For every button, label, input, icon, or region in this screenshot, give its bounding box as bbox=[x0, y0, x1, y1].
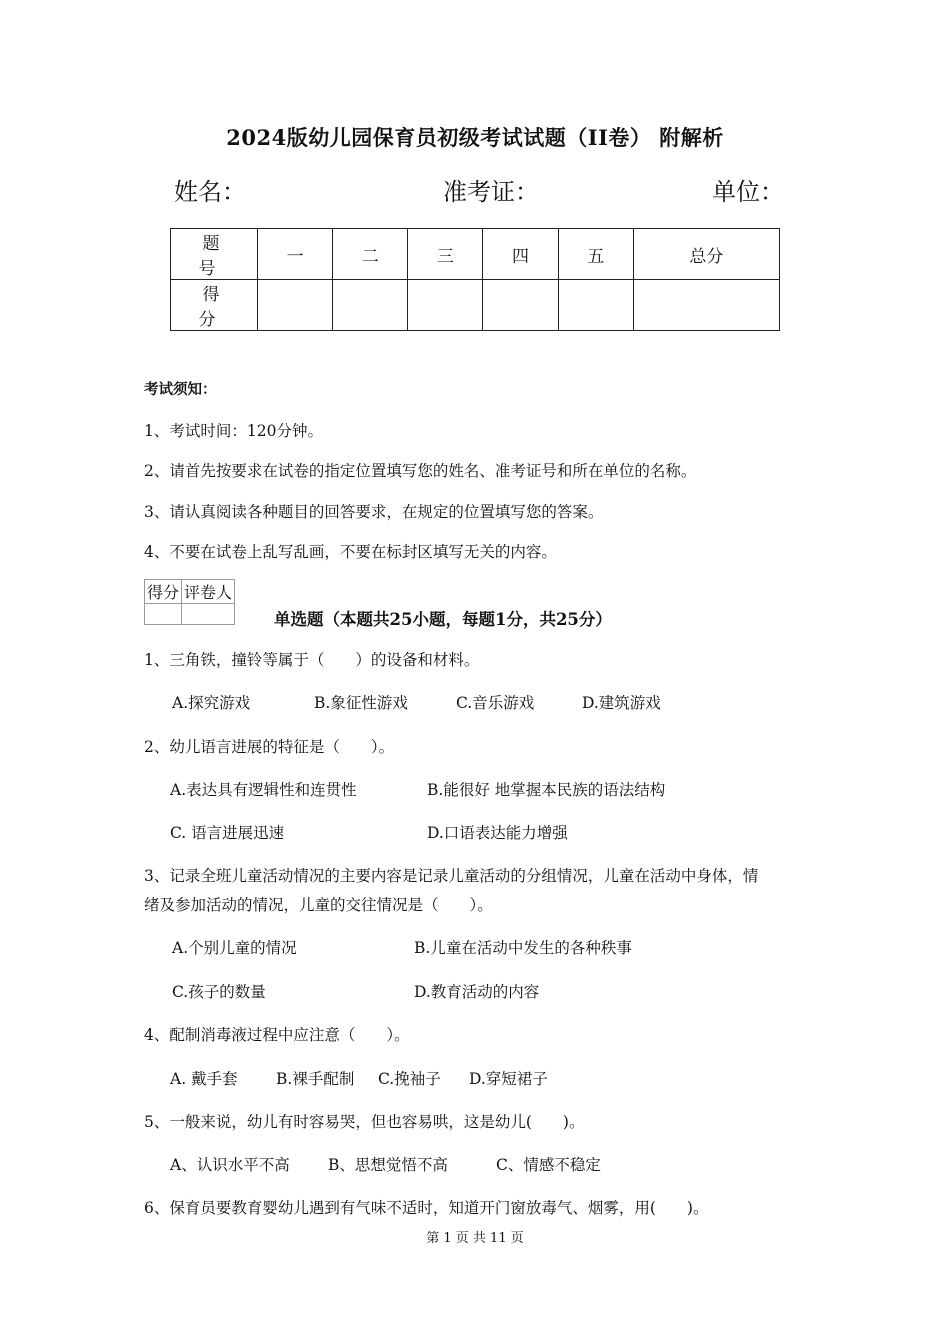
score-cell bbox=[483, 280, 558, 331]
section-heading: 单选题（本题共25小题，每题1分，共25分） bbox=[274, 610, 612, 629]
total-header: 总分 bbox=[633, 229, 779, 280]
question-option: C.挽袖子 bbox=[378, 1070, 441, 1088]
score-table-score-row bbox=[171, 280, 780, 331]
section-2-header: 二 bbox=[333, 229, 408, 280]
exam-id-field-label: 准考证： bbox=[443, 178, 539, 206]
question-stem: 2、幼儿语言进展的特征是（ ）。 bbox=[144, 738, 395, 756]
question-option: C、情感不稳定 bbox=[496, 1156, 601, 1174]
section-4-header: 四 bbox=[483, 229, 558, 280]
notice-item: 2、请首先按要求在试卷的指定位置填写您的姓名、准考证号和所在单位的名称。 bbox=[144, 462, 697, 480]
score-table-header-row bbox=[171, 229, 780, 280]
question-stem: 3、记录全班儿童活动情况的主要内容是记录儿童活动的分组情况，儿童在活动中身体，情 bbox=[144, 867, 759, 885]
page-footer: 第 1 页 共 11 页 bbox=[426, 1231, 524, 1246]
question-option: A. 戴手套 bbox=[170, 1070, 238, 1088]
notice-item: 4、不要在试卷上乱写乱画，不要在标封区填写无关的内容。 bbox=[144, 543, 557, 561]
grader-box bbox=[144, 579, 235, 625]
grader-reviewer-cell bbox=[182, 604, 235, 625]
section-5-header: 五 bbox=[558, 229, 633, 280]
grader-score-cell bbox=[145, 604, 182, 625]
name-field-label: 姓名： bbox=[174, 178, 246, 206]
grader-score-label: 得分 bbox=[145, 580, 182, 604]
score-cell bbox=[558, 280, 633, 331]
question-option: B.象征性游戏 bbox=[314, 694, 408, 712]
question-number-label: 题 号 bbox=[171, 229, 258, 280]
question-option: A.表达具有逻辑性和连贯性 bbox=[170, 781, 357, 799]
question-stem: 1、三角铁，撞铃等属于（ ）的设备和材料。 bbox=[144, 651, 480, 669]
question-option: B、思想觉悟不高 bbox=[328, 1156, 448, 1174]
question-option: B.裸手配制 bbox=[276, 1070, 355, 1088]
question-stem: 4、配制消毒液过程中应注意（ ）。 bbox=[144, 1026, 410, 1044]
question-option: D.穿短裙子 bbox=[469, 1070, 548, 1088]
notice-item: 3、请认真阅读各种题目的回答要求，在规定的位置填写您的答案。 bbox=[144, 503, 604, 521]
question-option: D.建筑游戏 bbox=[582, 694, 661, 712]
section-1-header: 一 bbox=[258, 229, 333, 280]
score-label: 得 分 bbox=[171, 280, 258, 331]
notice-item: 1、考试时间：120分钟。 bbox=[144, 422, 323, 440]
score-cell bbox=[633, 280, 779, 331]
score-cell bbox=[258, 280, 333, 331]
question-option: B.儿童在活动中发生的各种秩事 bbox=[414, 939, 632, 957]
question-option: A、认识水平不高 bbox=[170, 1156, 290, 1174]
question-option: C.孩子的数量 bbox=[172, 983, 266, 1001]
question-stem-continued: 绪及参加活动的情况，儿童的交往情况是（ ）。 bbox=[144, 896, 493, 914]
question-stem: 6、保育员要教育婴幼儿遇到有气味不适时，知道开门窗放毒气、烟雾，用( )。 bbox=[144, 1199, 709, 1217]
question-option: A.个别儿童的情况 bbox=[172, 939, 297, 957]
score-table bbox=[170, 228, 780, 331]
grader-reviewer-label: 评卷人 bbox=[182, 580, 235, 604]
score-cell bbox=[408, 280, 483, 331]
question-option: C. 语言进展迅速 bbox=[170, 824, 285, 842]
question-option: A.探究游戏 bbox=[172, 694, 251, 712]
question-option: D.口语表达能力增强 bbox=[427, 824, 568, 842]
question-option: D.教育活动的内容 bbox=[414, 983, 540, 1001]
notice-heading: 考试须知： bbox=[144, 381, 217, 398]
score-cell bbox=[333, 280, 408, 331]
page-title: 2024版幼儿园保育员初级考试试题（II卷） 附解析 bbox=[226, 125, 724, 150]
question-option: C.音乐游戏 bbox=[456, 694, 535, 712]
unit-field-label: 单位： bbox=[712, 178, 784, 206]
question-stem: 5、一般来说，幼儿有时容易哭，但也容易哄，这是幼儿( )。 bbox=[144, 1113, 585, 1131]
section-3-header: 三 bbox=[408, 229, 483, 280]
question-option: B.能很好 地掌握本民族的语法结构 bbox=[427, 781, 666, 799]
